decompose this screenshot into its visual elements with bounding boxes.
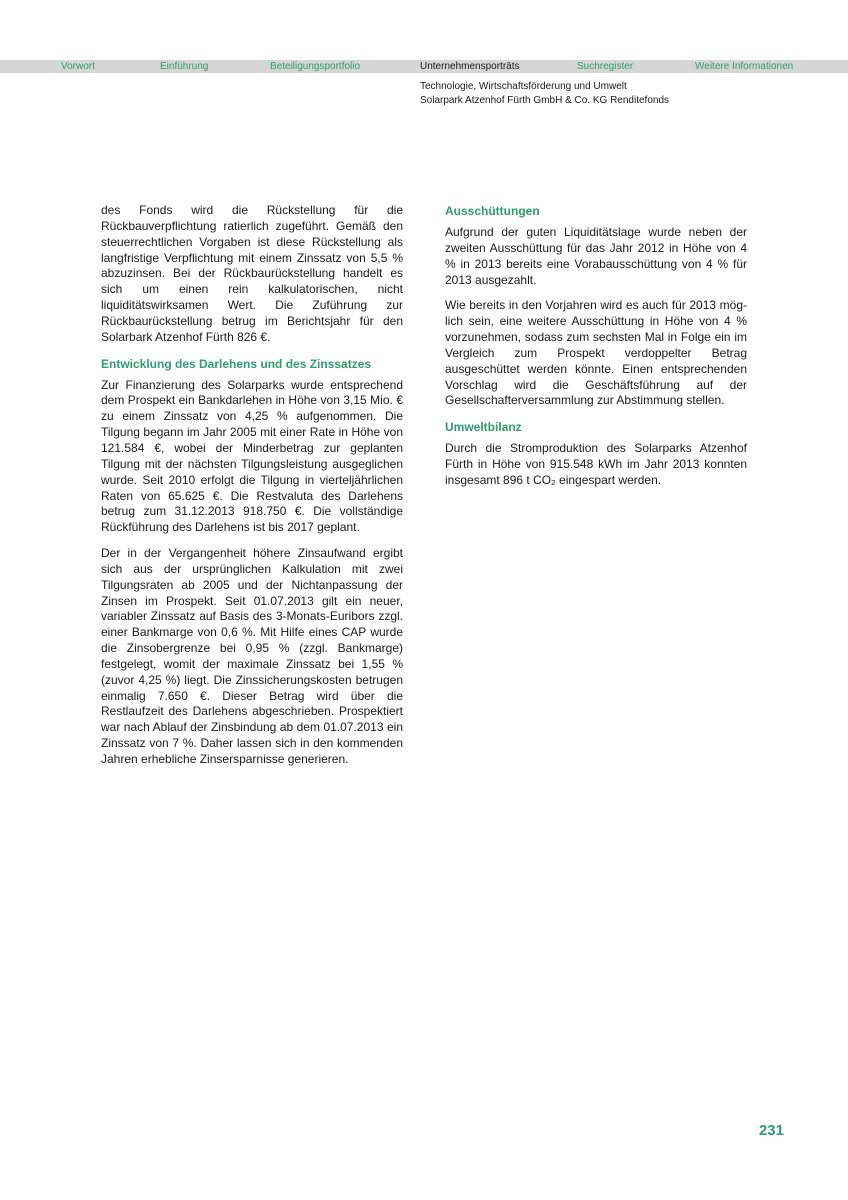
paragraph-finanzierung: Zur Finanzierung des Solarparks wurde entsprechend dem Prospekt ein Bankdarlehen in Höhe von 3,15 Mio. € zu einem Zinssatz von 4,25 % aufgenommen. Die Tilgung begann im Jahr 2005 mit einer Rate in Höhe von 121.584 €, wobei der Minderbetrag zur geplanten Tilgung mit der nächsten Tilgungsleistung ausgeglichen wurde. Seit 2010 erfolgt die Tilgung in vierteljährlichen Raten von 65.625 €. Die Restvaluta des Darlehens betrug zum 31.12.2013 918.750 €. Die vollständige Rückführung des Darlehens ist bis 2017 geplant. [101,377,403,535]
paragraph-umweltbilanz: Durch die Stromproduktion des Solarparks Atzenhof Fürth in Höhe von 915.548 kWh im Jahr 2013 konnten insgesamt 896 t CO₂ eingespart werden. [445,441,747,487]
right-text-column [445,203,747,499]
nav-item-weitere-informationen[interactable]: Weitere Informationen [695,61,794,72]
nav-item-einfuehrung[interactable]: Einführung [160,61,209,72]
nav-item-suchregister[interactable]: Suchregister [577,61,634,72]
paragraph-rueckbau: des Fonds wird die Rückstellung für die Rückbauverpflichtung ratierlich zugeführt. Gemäß den steuerrechtlichen Vorgaben ist diese Rückstellung als langfristige Verpflichtung mit einem Zinssatz von 5,5 % abzuzinsen. Bei der Rückbaurückstellung handelt es sich um einen rein kalkulatorischen, nicht liquiditätswirksamen Wert. Die Zuführung zur Rückbaurückstellung betrug im Berichtsjahr für den Solarbark Atzenhof Fürth 826 €. [101,203,403,344]
heading-umweltbilanz: Umweltbilanz [445,420,522,435]
heading-ausschuettungen: Ausschüttungen [445,204,540,218]
heading-darlehen: Entwicklung des Darlehens und des Zinssatzes [101,356,372,371]
top-navigation-bar [0,60,848,73]
paragraph-ausschuettung-2012: Aufgrund der guten Liquiditätslage wurde neben der zweiten Ausschüttung für das Jahr 2012 in Höhe von 4 % in 2013 bereits eine Vorabausschüttung von 4 % für 2013 ausgezahlt. [445,225,747,287]
company-name: Solarpark Atzenhof Fürth GmbH & Co. KG Renditefonds [420,95,670,106]
section-category: Technologie, Wirtschaftsförderung und Umwelt [420,81,627,92]
paragraph-zinsaufwand: Der in der Vergangenheit höhere Zinsaufwand ergibt sich aus der ursprünglichen Kalkulation mit zwei Tilgungsraten ab 2005 und der Nichtanpassung der Zinsen im Prospekt. Seit 01.07.2013 gilt ein neuer, variabler Zinssatz auf Basis des 3-Monats-Euribors zzgl. einer Bankmarge von 0,6 %. Mit Hilfe eines CAP wurde die Zinsobergrenze bei 0,95 % (zzgl. Bankmarge) festgelegt, womit der maximale Zinssatz bei 1,55 % (zuvor 4,25 %) liegt. Die Zinssicherungskosten betrugen einmalig 7.650 €. Dieser Betrag wird über die Restlaufzeit des Darlehens abgeschrieben. Prospektiert war nach Ablauf der Zinsbindung ab dem 01.07.2013 ein Zinssatz von 7 %. Daher lassen sich in den kommenden Jahren erhebliche Zinsersparnisse generieren. [101,546,403,766]
nav-item-beteiligungsportfolio[interactable]: Beteiligungsportfolio [270,61,361,72]
left-text-column [101,203,403,778]
nav-item-vorwort[interactable]: Vorwort [61,61,95,72]
paragraph-ausschuettung-2013: Wie bereits in den Vorjahren wird es auch für 2013 möglich sein, eine weitere Ausschüttung in Höhe von 4 % vorzunehmen, sodass zum sechsten Mal in Folge ein im Vergleich zum Prospekt verdoppelter Betrag ausgeschüttet werden könnte. Einen entsprechenden Vorschlag wird die Geschäftsführung auf der Gesellschafterversammlung zur Abstimmung stellen. [445,298,747,408]
nav-item-unternehmensportraets[interactable]: Unternehmensporträts [420,61,520,72]
page-number: 231 [758,1122,784,1139]
